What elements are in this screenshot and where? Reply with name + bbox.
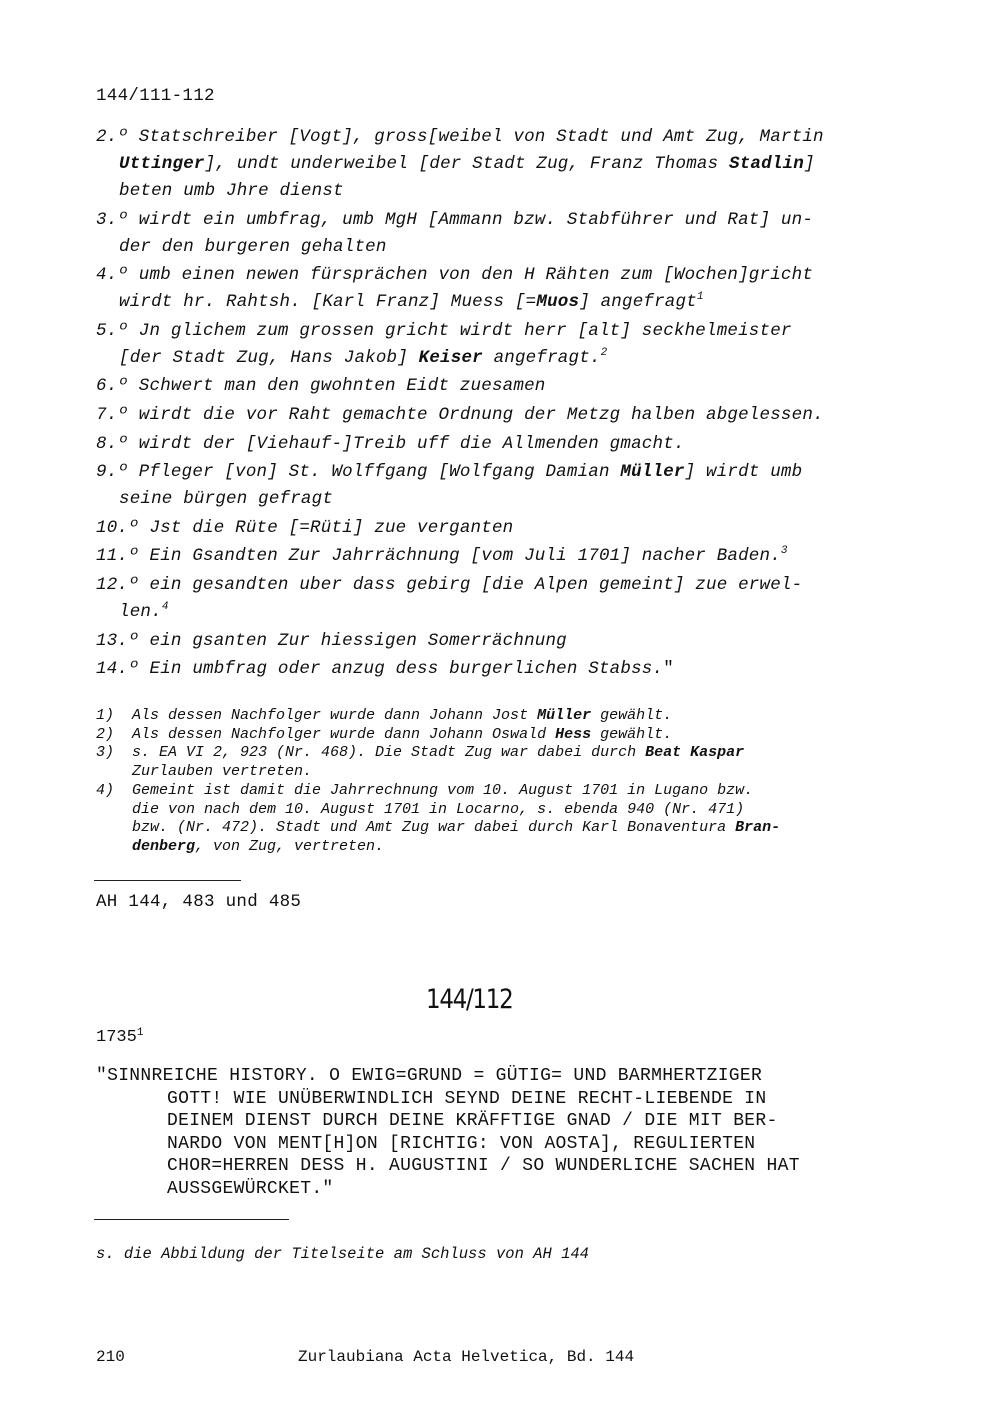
separator-rule: [94, 1219, 289, 1220]
agenda-line: [96, 151, 824, 178]
bold-name: Beat Kaspar: [645, 744, 745, 762]
text-segment: len.: [119, 601, 162, 622]
bold-name: Stadlin: [729, 154, 804, 174]
agenda-line: [96, 318, 824, 345]
footnote-line: [96, 819, 780, 838]
text-segment: Als dessen Nachfolger wurde dann Johann Oswald: [132, 725, 556, 743]
agenda-line: [96, 234, 824, 261]
footnote-line: [96, 726, 780, 745]
series-title: Zurlaubiana Acta Helvetica, Bd. 144: [298, 1348, 635, 1366]
agenda-line: [96, 486, 824, 513]
document-title: [96, 1065, 800, 1200]
text-segment: 10.º Jst die Rüte [=Rüti] zue verganten: [96, 517, 514, 538]
footnote-item: [96, 726, 780, 745]
title-line: CHOR=HERREN DESS H. AUGUSTINI / SO WUNDERLICHE SACHEN HAT: [167, 1156, 800, 1176]
year-text: 1735: [96, 1028, 137, 1047]
text-segment: bzw. (Nr. 472). Stadt und Amt Zug war dabei durch Karl Bonaventura: [132, 819, 736, 837]
text-segment: der den burgeren gehalten: [119, 236, 387, 257]
agenda-item: [96, 628, 824, 655]
bold-name: Hess: [555, 725, 592, 743]
title-line: GOTT! WIE UNÜBERWINDLICH SEYND DEINE RECHT-LIEBENDE IN: [167, 1088, 767, 1109]
agenda-line: [96, 459, 824, 486]
text-segment: 6.º Schwert man den gwohnten Eidt zuesamen: [96, 376, 546, 397]
text-segment: gewählt.: [591, 725, 673, 743]
text-segment: 8.º wirdt der [Viehauf-]Treib uff die Allmenden gmacht.: [96, 433, 685, 454]
agenda-line: [96, 515, 824, 542]
footnote-item: [96, 744, 780, 781]
text-segment: Gemeint ist damit die Jahrrechnung vom 10. August 1701 in Lugano bzw.: [132, 781, 754, 799]
agenda-line: [96, 431, 824, 458]
text-segment: ": [663, 659, 674, 680]
page-number: 210: [96, 1348, 125, 1366]
footnote-marker: 2: [600, 346, 608, 359]
text-segment: 9.º Pfleger [von] St. Wolffgang [Wolfgang Damian: [96, 462, 621, 483]
agenda-line: [96, 543, 824, 570]
title-line: "SINNREICHE HISTORY. O EWIG=GRUND = GÜTIG= UND BARMHERTZIGER: [96, 1066, 763, 1086]
bold-name: Bran-: [735, 819, 781, 837]
text-segment: 12.º ein gesandten uber dass gebirg [die Alpen gemeint] zue erwel-: [96, 574, 803, 595]
agenda-line: [96, 402, 824, 429]
agenda-line: [96, 572, 824, 599]
agenda-line: [96, 289, 824, 316]
text-segment: 13.º ein gsanten Zur hiessigen Somerrächnung: [96, 630, 567, 651]
text-segment: gewählt.: [591, 707, 673, 724]
footnote-line: [96, 838, 780, 857]
text-segment: angefragt.: [482, 347, 601, 368]
separator-rule: [94, 880, 241, 881]
text-segment: die von nach dem 10. August 1701 in Locarno, s. ebenda 940 (Nr. 471): [132, 800, 745, 818]
text-segment: seine bürgen gefragt: [119, 489, 334, 510]
footnote-item: [96, 782, 780, 857]
text-segment: 3.º wirdt ein umbfrag, umb MgH [Ammann bzw. Stabführer und Rat] un-: [96, 209, 814, 230]
agenda-list: [96, 124, 824, 685]
title-line: DEINEM DIENST DURCH DEINE KRÄFFTIGE GNAD / DIE MIT BER-: [167, 1111, 778, 1131]
text-segment: ], undt underweibel [der Stadt Zug, Franz Thomas: [204, 154, 730, 174]
agenda-line: [96, 628, 824, 655]
agenda-item: [96, 373, 824, 400]
title-line: NARDO VON MENT[H]ON [RICHTIG: VON AOSTA], REGULIERTEN: [167, 1133, 756, 1154]
document-year: [96, 1028, 143, 1047]
text-segment: beten umb Jhre dienst: [119, 181, 344, 201]
text-segment: Als dessen Nachfolger wurde dann Johann Jost: [132, 707, 538, 724]
footnote-line: [96, 801, 780, 820]
footnote-line: [96, 744, 780, 763]
agenda-item: [96, 262, 824, 316]
text-segment: , von Zug, vertreten.: [195, 837, 385, 855]
section-footnote: s. die Abbildung der Titelseite am Schluss von AH 144: [96, 1245, 589, 1263]
text-segment: Zurlauben vertreten.: [132, 763, 313, 781]
footnote-line: [96, 782, 780, 801]
agenda-line: [96, 207, 824, 234]
bold-name: Keiser: [418, 347, 483, 368]
agenda-line: [96, 599, 824, 626]
footnote-item: [96, 707, 780, 726]
text-segment: ] wirdt umb: [684, 462, 803, 483]
agenda-item: [96, 543, 824, 570]
footnote-marker: 1: [696, 291, 704, 304]
text-segment: 11.º Ein Gsandten Zur Jahrrächnung [vom Juli 1701] nacher Baden.: [96, 546, 781, 567]
footnote-number: 3): [96, 744, 115, 762]
text-segment: 7.º wirdt die vor Raht gemachte Ordnung der Metzg halben abgelessen.: [96, 404, 824, 425]
agenda-item: [96, 459, 824, 513]
text-segment: 14.º Ein umbfrag oder anzug dess burgerlichen Stabss.: [96, 659, 664, 680]
footnote-marker: 4: [161, 600, 169, 613]
footnote-number: 2): [96, 725, 115, 743]
bold-name: Uttinger: [119, 154, 205, 174]
agenda-item: [96, 207, 824, 261]
footnote-marker: 3: [780, 545, 788, 558]
text-segment: ] angefragt: [579, 292, 697, 313]
text-segment: ]: [803, 154, 815, 174]
text-segment: s. EA VI 2, 923 (Nr. 468). Die Stadt Zug war dabei durch: [132, 744, 646, 762]
footnote-number: 1): [96, 707, 115, 724]
agenda-line: [96, 345, 824, 372]
agenda-item: [96, 124, 824, 205]
text-segment: 4.º umb einen newen fürsprächen von den H Rähten zum [Wochen]gricht: [96, 265, 814, 286]
title-line: AUSSGEWÜRCKET.": [167, 1178, 334, 1199]
agenda-line: [96, 262, 824, 289]
agenda-item: [96, 318, 824, 372]
agenda-line: [96, 178, 824, 205]
footnote-line: [96, 763, 780, 782]
text-segment: 5.º Jn glichem zum grossen gricht wirdt herr [alt] seckhelmeister: [96, 320, 792, 341]
bold-name: denberg: [132, 837, 196, 855]
bold-name: Müller: [537, 707, 592, 724]
source-reference: AH 144, 483 und 485: [96, 892, 302, 912]
agenda-item: [96, 431, 824, 458]
agenda-item: [96, 402, 824, 429]
year-footnote-marker: 1: [136, 1027, 144, 1039]
agenda-line: [96, 373, 824, 400]
text-segment: 2.º Statschreiber [Vogt], gross[weibel von Stadt und Amt Zug, Martin: [96, 127, 824, 147]
page-reference: 144/111-112: [96, 86, 215, 106]
text-segment: wirdt hr. Rahtsh. [Karl Franz] Muess [=: [119, 292, 537, 313]
agenda-line: [96, 124, 824, 151]
agenda-item: [96, 515, 824, 542]
agenda-item: [96, 572, 824, 626]
agenda-line: [96, 656, 824, 683]
bold-name: Müller: [620, 462, 685, 483]
text-segment: [der Stadt Zug, Hans Jakob]: [119, 347, 419, 368]
footnote-line: [96, 707, 780, 726]
footnote-number: 4): [96, 781, 115, 799]
bold-name: Muos: [536, 292, 580, 313]
agenda-item: [96, 656, 824, 683]
footnotes: [96, 707, 780, 857]
section-heading: 144/112: [426, 984, 513, 1015]
